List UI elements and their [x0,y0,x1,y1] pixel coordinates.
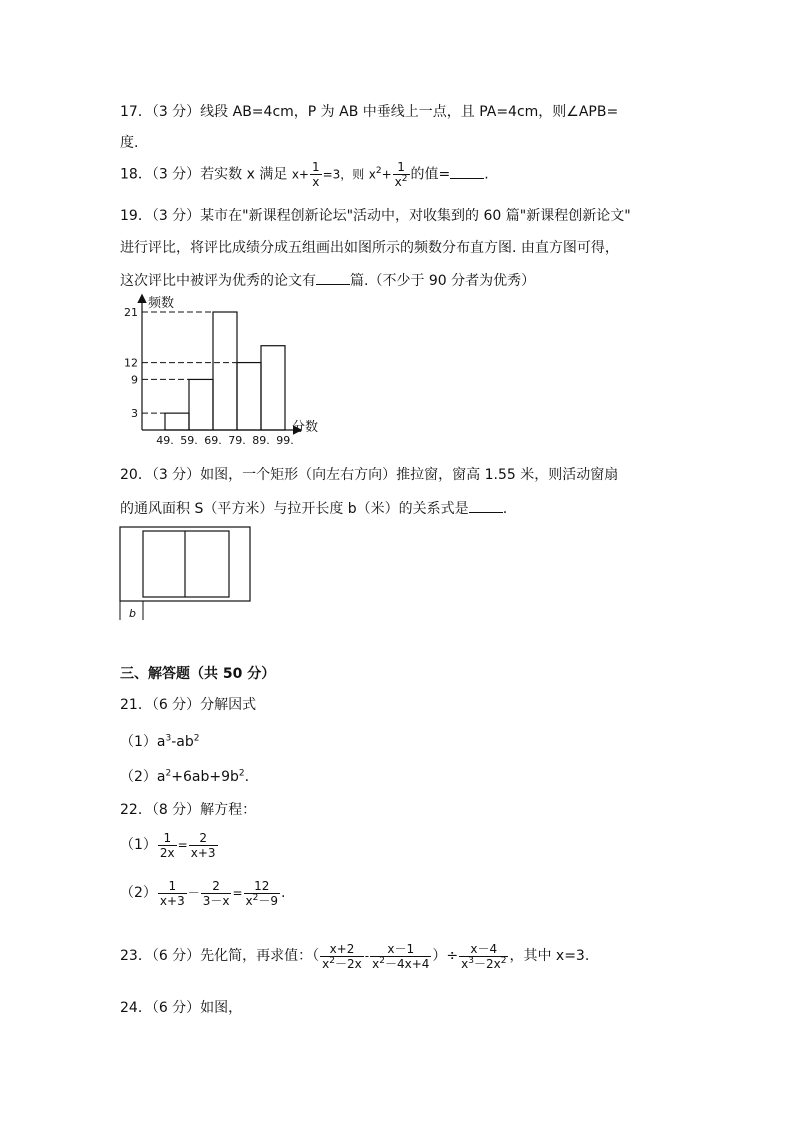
q23-frac3: $\frac{x-4}{x^3-2x^2}$ [461,941,507,971]
q20-answer-blank [469,498,503,513]
q17-line2: 度. [120,135,139,151]
q23-frac1: $\frac{x+2}{x^2-2x}$ [322,941,362,971]
q18-expr1-tail: =3，则 [322,167,365,182]
histogram-bar [237,363,261,430]
y-tick-label: 9 [131,373,138,387]
frequency-histogram [110,290,330,460]
q19-line1: 19．（3 分）某市在"新课程创新论坛"活动中，对收集到的 60 篇"新课程创新论文" [120,208,631,224]
q19-line2: 进行评比，将评比成绩分成五组画出如图所示的频数分布直方图. 由直方图可得， [120,240,619,256]
y-axis-label: 频数 [148,296,175,311]
q18-frac1: $\frac{1}{x}$ [311,160,320,189]
q21-part1: $(1)a^3-ab^2$ [120,733,200,750]
histogram-bar [213,312,237,430]
q18-line: 18．（3 分）若实数 x 满足 x+ $\frac{1}{x}$ =3，则 $x^2+$ $\frac{1}{x^2}$ 的值= . [120,160,489,189]
window-sash [143,531,229,597]
q22-p2-frac1: $\frac{1}{x+3}$ [159,878,185,908]
q18-expr1-lead: x+ [291,167,309,182]
section3-title: 三、解答题（共 50 分） [120,666,276,682]
histogram-bar [189,379,213,430]
q21-part2: $(2)a^2+6ab+9b^2$. [120,768,250,785]
q18-answer-blank [450,164,484,179]
x-tick-label: 59. [180,434,198,447]
q18-frac2: $\frac{1}{x^2}$ [394,160,408,189]
q24-title: 24．（6 分）如图， [120,1000,243,1016]
q22-part2: （2） $\frac{1}{x+3}$ － $\frac{2}{3-x}$ = $\frac{12}{x^2-9}$ . [120,878,286,908]
q21-title: 21．（6 分）分解因式 [120,697,257,713]
q23-line: 23．（6 分）先化简，再求值：（ $\frac{x+2}{x^2-2x}$ - $\frac{x-1}{x^2-4x+4}$ ）÷ $\frac{x-4}{x^3-2x^2}$ ，其中 x=3. [120,941,590,971]
histogram-bar [165,413,189,430]
q22-title: 22．（8 分）解方程： [120,802,257,818]
q18-prefix: 18．（3 分）若实数 x 满足 [120,166,288,183]
y-tick-label: 3 [131,407,138,421]
y-tick-label: 12 [124,356,138,370]
y-tick-label: 21 [124,306,138,319]
q17-line1: 17．（3 分）线段 AB=4cm，P 为 AB 中垂线上一点，且 PA=4cm，则∠APB= [120,104,619,120]
q22-p2-frac2: $\frac{2}{3-x}$ [202,878,230,908]
q22-p1-frac1: $\frac{1}{2x}$ [159,830,175,860]
x-tick-label: 89. [252,434,270,447]
q20-line1: 20．（3 分）如图，一个矩形（向左右方向）推拉窗，窗高 1.55 米，则活动窗扇 [120,467,619,483]
q19-answer-blank [316,270,350,285]
sliding-window-figure [119,526,253,622]
x-tick-label: 79. [228,434,246,447]
x-tick-label: 69. [204,434,222,447]
q22-p2-frac3: $\frac{12}{x^2-9}$ [245,878,279,908]
q23-frac2: $\frac{x-1}{x^2-4x+4}$ [372,941,430,971]
histogram-bar [261,346,285,430]
b-length-label: b [129,607,136,620]
q22-part1: （1） $\frac{1}{2x}$ = $\frac{2}{x+3}$ [120,830,216,860]
x-tick-label: 99. [276,434,294,447]
x-tick-label: 49. [156,434,174,447]
q22-p1-frac2: $\frac{2}{x+3}$ [190,830,216,860]
q19-line3: 这次评比中被评为优秀的论文有 篇.（不少于 90 分者为优秀） [120,270,535,291]
q18-expr2-lead: x [368,167,376,182]
q18-suffix: 的值= [410,166,451,183]
q20-line2: 的通风面积 S（平方米）与拉开长度 b（米）的关系式是 . [120,498,507,519]
x-axis-label: 分数 [292,420,319,435]
